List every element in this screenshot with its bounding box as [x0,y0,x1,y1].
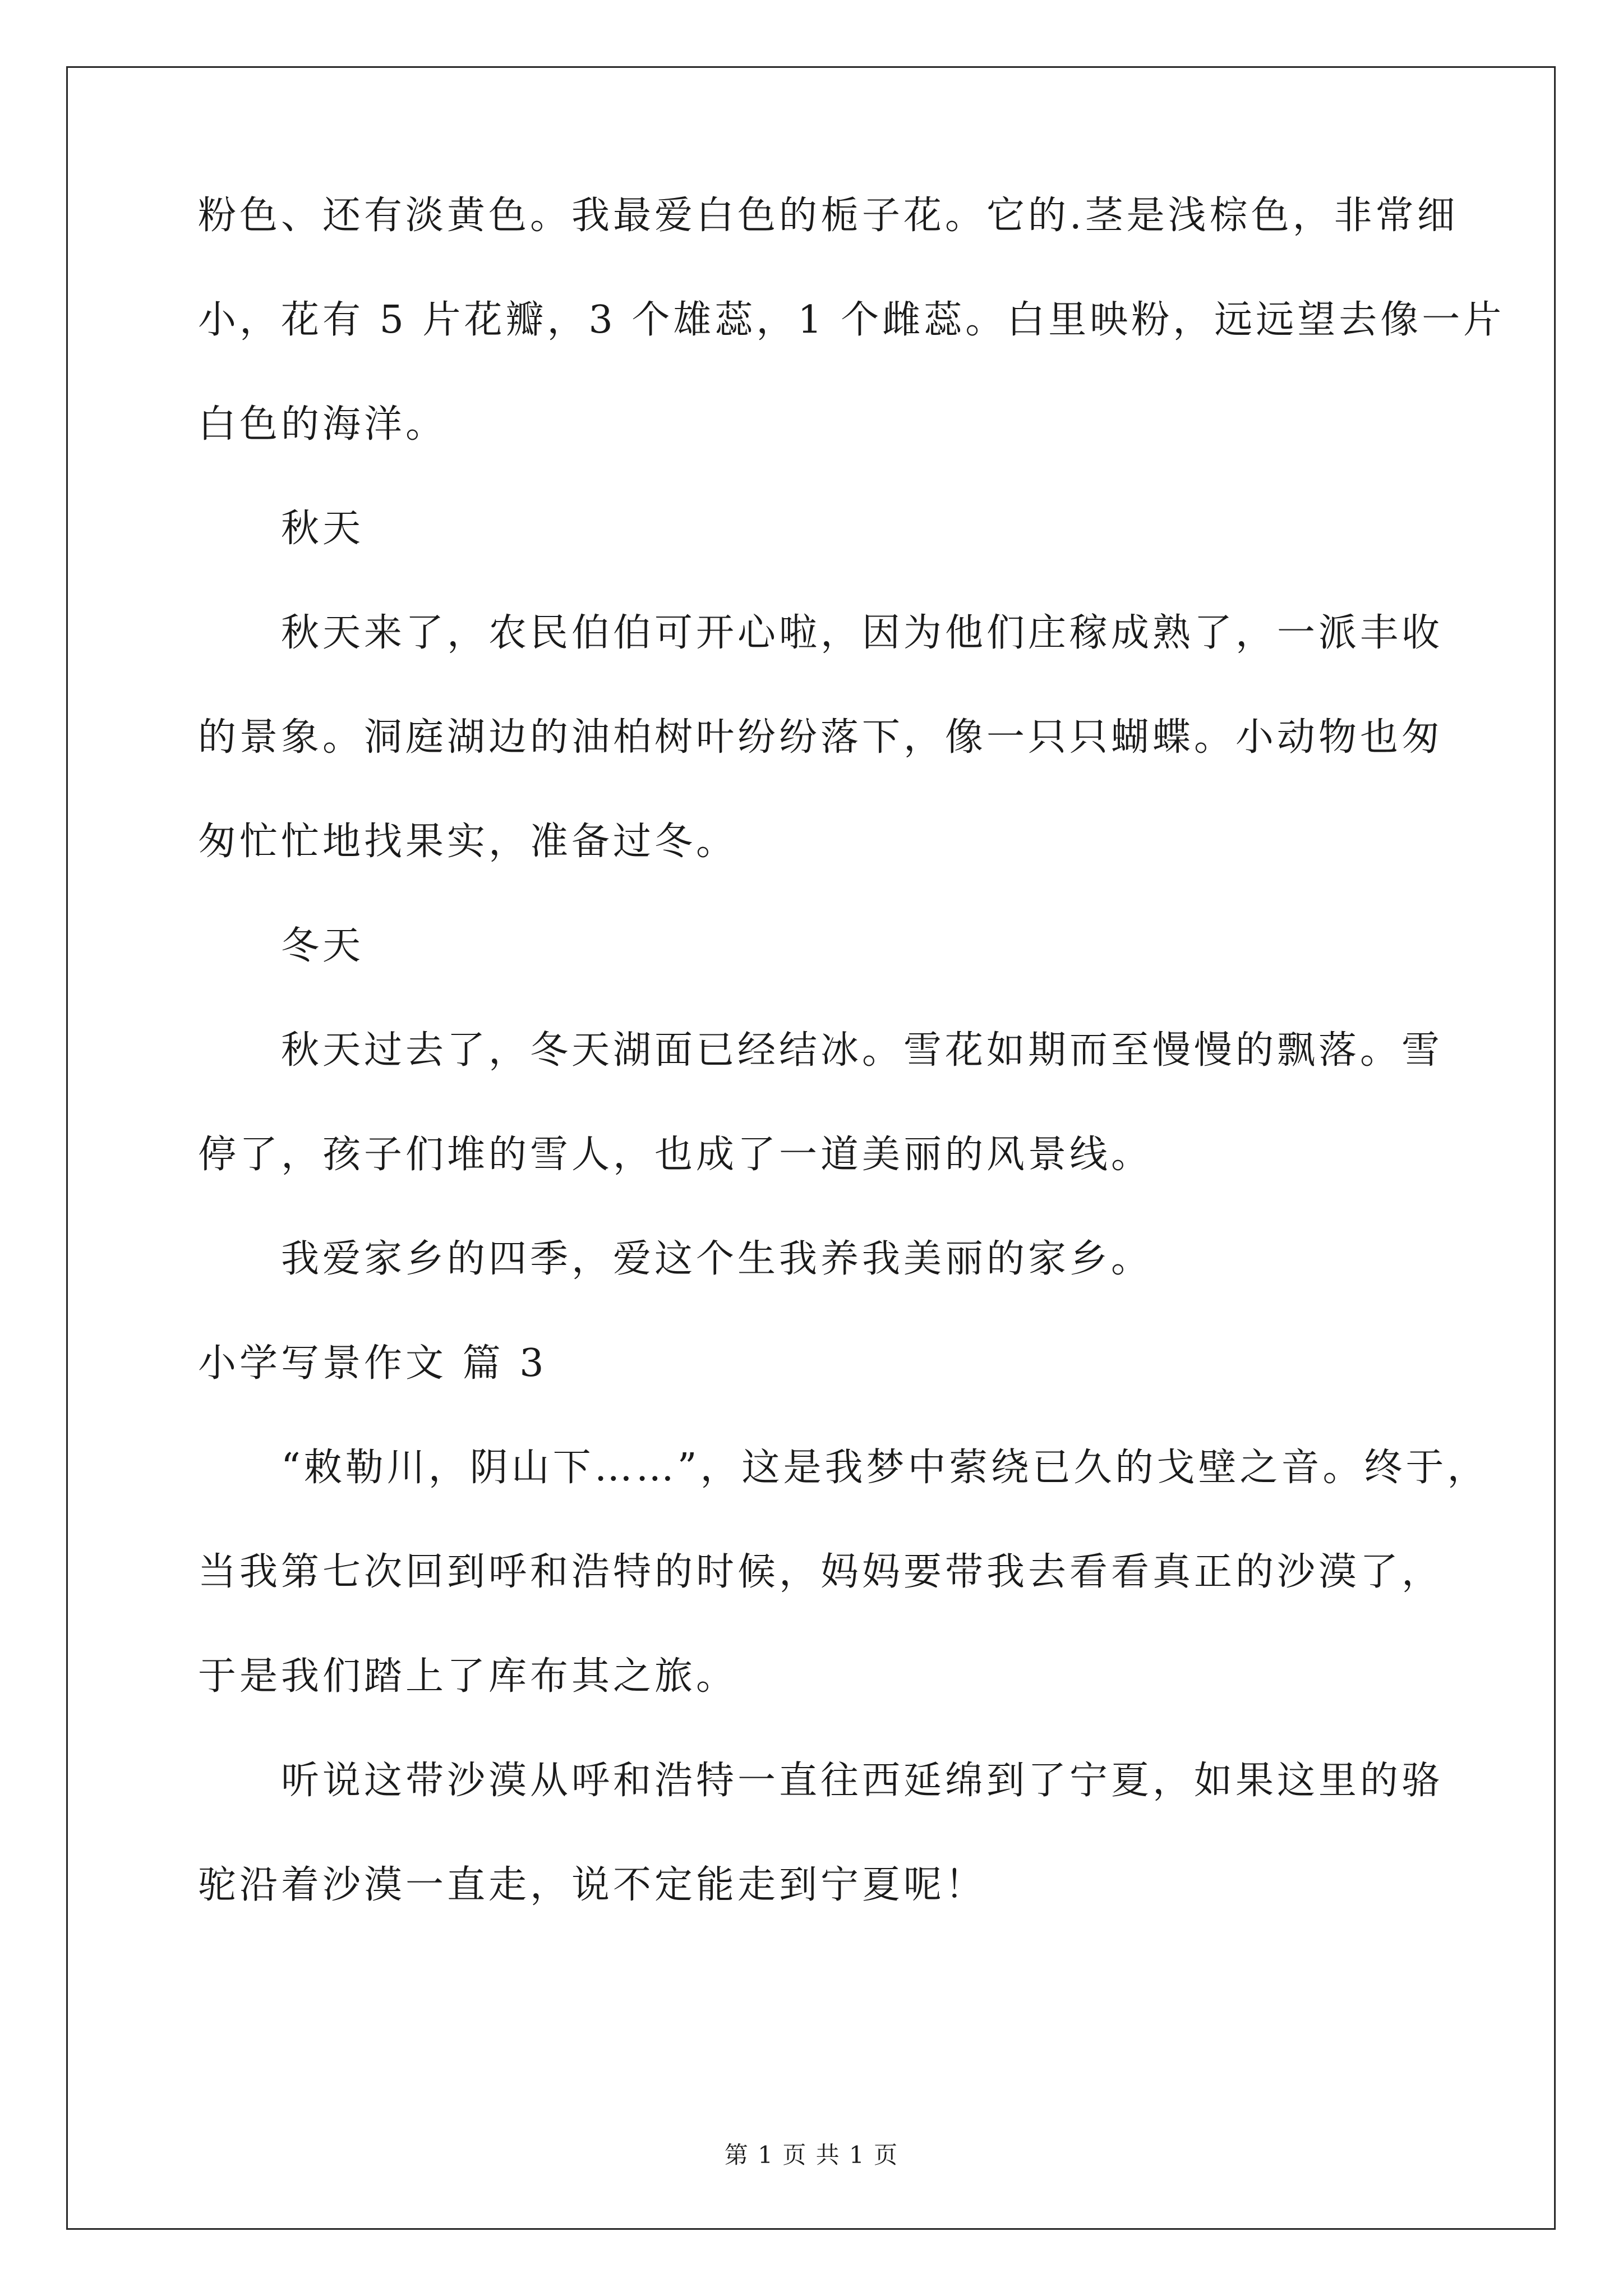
text-line: 驼沿着沙漠一直走，说不定能走到宁夏呢！ [198,1863,987,1907]
text-line: 我爱家乡的四季，爱这个生我养我美丽的家乡。 [281,1237,1153,1281]
text-line: 粉色、还有淡黄色。我最爱白色的栀子花。它的.茎是浅棕色，非常细 [198,194,1459,238]
text-line: 匆忙忙地找果实，准备过冬。 [198,820,738,864]
page-number-footer: 第 1 页 共 1 页 [724,2141,899,2169]
text-line: 小，花有 5 片花瓣，3 个雄蕊，1 个雌蕊。白里映粉，远远望去像一片 [198,298,1505,342]
section-heading-autumn: 秋天 [281,507,365,551]
article-title: 小学写景作文 篇 3 [198,1341,547,1386]
text-line: 秋天过去了，冬天湖面已经结冰。雪花如期而至慢慢的飘落。雪 [281,1028,1444,1073]
text-line: 白色的海洋。 [198,402,448,447]
text-line: 秋天来了，农民伯伯可开心啦，因为他们庄稼成熟了，一派丰收 [281,611,1444,655]
text-line: 于是我们踏上了库布其之旅。 [198,1654,738,1699]
text-line: 当我第七次回到呼和浩特的时候，妈妈要带我去看看真正的沙漠了， [198,1550,1444,1594]
text-line: 听说这带沙漠从呼和浩特一直往西延绵到了宁夏，如果这里的骆 [281,1759,1444,1803]
section-heading-winter: 冬天 [281,924,365,968]
text-line: “敕勒川，阴山下……”，这是我梦中萦绕已久的戈壁之音。终于， [281,1446,1489,1490]
text-line: 停了，孩子们堆的雪人，也成了一道美丽的风景线。 [198,1133,1153,1177]
text-line: 的景象。洞庭湖边的油柏树叶纷纷落下，像一只只蝴蝶。小动物也匆 [198,715,1444,760]
